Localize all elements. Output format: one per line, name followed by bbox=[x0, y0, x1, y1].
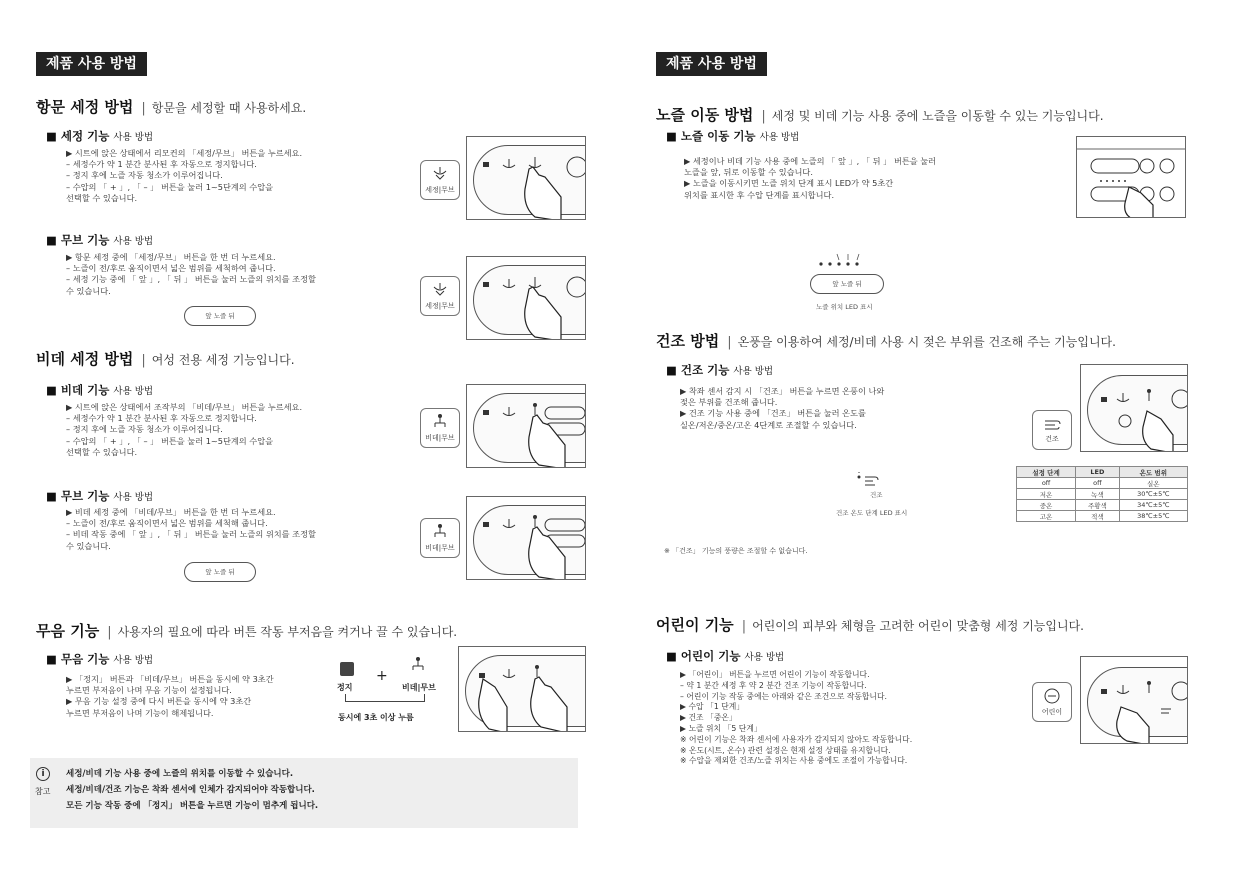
mute-title bbox=[36, 620, 457, 641]
stop-button-icon bbox=[340, 662, 354, 676]
table-row bbox=[1017, 500, 1188, 511]
move-function-head: ■ 무브 기능 사용 방법 bbox=[46, 233, 154, 247]
bidet-icon-label: 비데|무브 bbox=[425, 544, 455, 552]
line: – 수압의 「 + 」, 「 – 」 버튼을 눌러 1~5단계의 수압을 bbox=[66, 181, 274, 192]
line: – 정지 후에 노즐 자동 청소가 이루어집니다. bbox=[66, 170, 223, 181]
table-row bbox=[1017, 478, 1188, 489]
bidet-wash-title-text: 비데 세정 방법 bbox=[36, 350, 134, 368]
wash-icon-label: 세정|무브 bbox=[425, 186, 455, 194]
combo-bracket bbox=[345, 694, 425, 702]
remote-panel-wash bbox=[466, 136, 586, 220]
bidet-wash-title bbox=[36, 348, 295, 369]
nozzle-head-text: 노즐 이동 기능 bbox=[680, 129, 756, 143]
line: 젖은 부위를 건조해 줍니다. bbox=[680, 397, 778, 408]
bidet-head-text: 비데 기능 bbox=[60, 383, 110, 397]
dry-led-caption: 건조 온도 단계 LED 표시 bbox=[836, 509, 908, 517]
line: ▶ 항문 세정 중에 「세정/무브」 버튼을 한 번 더 누르세요. bbox=[66, 252, 276, 262]
table-cell: 주황색 bbox=[1076, 500, 1120, 511]
note-line: 세정/비데 기능 사용 중에 노즐의 위치를 이동할 수 있습니다. bbox=[66, 769, 294, 779]
stop-button-label: 정지 bbox=[337, 683, 353, 692]
remote-panel-dry bbox=[1080, 364, 1188, 452]
line: ▶ 건조 「중온」 bbox=[680, 713, 737, 723]
info-icon: i bbox=[36, 767, 50, 781]
dry-icon-label: 건조 bbox=[1045, 435, 1059, 443]
table-cell: 중온 bbox=[1017, 500, 1076, 511]
table-cell: 38℃±5℃ bbox=[1119, 511, 1187, 522]
line: ▶ 비데 세정 중에 「비데/무브」 버튼을 한 번 더 누르세요. bbox=[66, 507, 276, 517]
bidet-move-button-icon-2 bbox=[420, 518, 460, 558]
move-head-text: 무브 기능 bbox=[60, 233, 110, 247]
line: ▶ 시트에 앉은 상태에서 리모컨의 「세정/무브」 버튼을 누르세요. bbox=[66, 148, 303, 158]
table-header-row bbox=[1017, 467, 1188, 478]
kids-button-icon bbox=[1032, 682, 1072, 722]
dry-head-text: 건조 기능 bbox=[680, 363, 730, 377]
line: ▶ 노즐을 이동시키면 노즐 위치 단계 표시 LED가 약 5초간 bbox=[684, 178, 894, 189]
dry-led-icon bbox=[856, 472, 880, 488]
line: 누르면 부저음이 나며 무음 기능이 설정됩니다. bbox=[66, 685, 232, 696]
line: – 노즐이 전/후로 움직이면서 넓은 범위를 세척해 줍니다. bbox=[66, 518, 268, 529]
table-header: 온도 범위 bbox=[1119, 467, 1187, 478]
mute-head-text: 무음 기능 bbox=[60, 652, 110, 666]
mute-function-head: ■ 무음 기능 사용 방법 bbox=[46, 652, 154, 666]
nozzle-function-lines bbox=[684, 156, 936, 201]
table-cell: 적색 bbox=[1076, 511, 1120, 522]
bidet-move-head-text: 무브 기능 bbox=[60, 489, 110, 503]
line: ▶ 세정이나 비데 기능 사용 중에 노즐의 「 앞 」, 「 뒤 」 버튼을 눌러 bbox=[684, 156, 937, 166]
line: 수 있습니다. bbox=[66, 540, 111, 551]
line: ▶ 노즐 위치 「5 단계」 bbox=[680, 723, 762, 733]
table-cell: 30℃±5℃ bbox=[1119, 489, 1187, 500]
bidet-move-button-icon bbox=[420, 408, 460, 448]
hand-press-illustration bbox=[1081, 657, 1188, 744]
line: ▶ 무음 기능 설정 중에 다시 버튼을 동시에 약 3초간 bbox=[66, 696, 252, 707]
wash-head-suffix: 사용 방법 bbox=[113, 132, 154, 143]
dry-footnote: ※ 「건조」 기능의 풍량은 조절할 수 없습니다. bbox=[664, 547, 808, 555]
line: 노즐을 앞, 뒤로 이동할 수 있습니다. bbox=[684, 167, 813, 178]
move-head-suffix: 사용 방법 bbox=[113, 236, 154, 247]
line: ▶ 수압 「1 단계」 bbox=[680, 702, 745, 712]
combo-press-label: 동시에 3초 이상 누름 bbox=[338, 713, 414, 722]
line: – 정지 후에 노즐 자동 청소가 이루어집니다. bbox=[66, 424, 223, 435]
line: ※ 어린이 기능은 착좌 센서에 사용자가 감지되지 않아도 작동합니다. bbox=[680, 734, 913, 744]
table-cell: 녹색 bbox=[1076, 489, 1120, 500]
nozzle-remote-illustration bbox=[1077, 137, 1186, 218]
nozzle-led-dots bbox=[816, 252, 886, 272]
dry-desc: 온풍을 이용하여 세정/비데 사용 시 젖은 부위를 건조해 주는 기능입니다. bbox=[737, 335, 1116, 349]
table-cell: off bbox=[1076, 478, 1120, 489]
line: – 세정 기능 중에 「 앞 」, 「 뒤 」 버튼을 눌러 노즐의 위치를 조정할 bbox=[66, 274, 316, 285]
line: ▶ 건조 기능 사용 중에 「건조」 버튼을 눌러 온도를 bbox=[680, 408, 866, 419]
title-divider: | bbox=[141, 101, 146, 116]
line: – 노즐이 전/후로 움직이면서 넓은 범위를 세척하여 줍니다. bbox=[66, 263, 276, 274]
bidet-move-head-suffix: 사용 방법 bbox=[113, 492, 154, 503]
hand-press-illustration bbox=[1081, 365, 1188, 452]
dry-title-text: 건조 방법 bbox=[656, 332, 720, 350]
bidet-move-function-lines bbox=[66, 507, 316, 552]
table-cell: 저온 bbox=[1017, 489, 1076, 500]
line: ▶ 착좌 센서 감지 시 「건조」 버튼을 누르면 온풍이 나와 bbox=[680, 386, 885, 396]
hand-press-illustration bbox=[467, 137, 586, 220]
mute-head-suffix: 사용 방법 bbox=[113, 655, 154, 666]
dry-function-head: ■ 건조 기능 사용 방법 bbox=[666, 363, 774, 377]
line: – 비데 작동 중에 「 앞 」, 「 뒤 」 버튼을 눌러 노즐의 위치를 조정할 bbox=[66, 529, 316, 540]
title-divider: | bbox=[761, 109, 766, 124]
mute-desc: 사용자의 필요에 따라 버튼 작동 부저음을 켜거나 끌 수 있습니다. bbox=[117, 625, 458, 639]
remote-panel-kids bbox=[1080, 656, 1188, 744]
kids-function-lines bbox=[680, 670, 912, 767]
table-header: 설정 단계 bbox=[1017, 467, 1076, 478]
anal-wash-desc: 항문을 세정할 때 사용하세요. bbox=[151, 101, 307, 115]
kids-function-head: ■ 어린이 기능 사용 방법 bbox=[666, 649, 785, 663]
hand-press-illustration bbox=[467, 257, 586, 340]
note-lines bbox=[66, 766, 318, 814]
table-cell: 고온 bbox=[1017, 511, 1076, 522]
remote-panel-nozzle bbox=[1076, 136, 1186, 218]
line: ▶ 시트에 앉은 상태에서 조작부의 「비데/무브」 버튼을 누르세요. bbox=[66, 402, 303, 412]
bidet-head-suffix: 사용 방법 bbox=[113, 386, 154, 397]
table-header: LED bbox=[1076, 467, 1120, 478]
remote-panel-move bbox=[466, 256, 586, 340]
title-divider: | bbox=[107, 625, 112, 640]
dry-function-lines bbox=[680, 386, 884, 431]
dry-temperature-table bbox=[1016, 466, 1188, 522]
right-page-header: 제품 사용 방법 bbox=[656, 52, 767, 76]
kids-title bbox=[656, 614, 1084, 635]
right-nozzle-position-pill: 앞 노즐 뒤 bbox=[810, 274, 884, 294]
nozzle-function-head: ■ 노즐 이동 기능 사용 방법 bbox=[666, 129, 800, 143]
nozzle-move-title bbox=[656, 104, 1104, 125]
dry-head-suffix: 사용 방법 bbox=[733, 366, 774, 377]
bidet-nozzle-position-pill: 앞 노즐 뒤 bbox=[184, 562, 256, 582]
wash-function-head: ■ 세정 기능 사용 방법 bbox=[46, 129, 154, 143]
hand-press-illustration bbox=[467, 385, 586, 468]
line: 실온/저온/중온/고온 4단계로 조절할 수 있습니다. bbox=[680, 419, 857, 430]
title-divider: | bbox=[727, 335, 732, 350]
bidet-icon bbox=[430, 523, 450, 541]
line: 선택할 수 있습니다. bbox=[66, 192, 138, 203]
kids-head-text: 어린이 기능 bbox=[680, 649, 741, 663]
kids-icon-label: 어린이 bbox=[1041, 708, 1063, 716]
table-cell: 실온 bbox=[1119, 478, 1187, 489]
bidet-icon bbox=[408, 656, 428, 676]
anal-wash-title bbox=[36, 96, 306, 117]
bidet-move-function-head: ■ 무브 기능 사용 방법 bbox=[46, 489, 154, 503]
table-row bbox=[1017, 511, 1188, 522]
move-function-lines bbox=[66, 252, 316, 297]
dry-button-icon bbox=[1032, 410, 1072, 450]
remote-panel-bidet bbox=[466, 384, 586, 468]
nozzle-head-suffix: 사용 방법 bbox=[759, 132, 800, 143]
line: ※ 수압을 제외한 건조/노즐 위치는 사용 중에도 조절이 가능합니다. bbox=[680, 756, 908, 766]
wash-icon bbox=[430, 281, 450, 299]
dry-title bbox=[656, 330, 1116, 351]
line: ※ 온도(시트, 온수) 관련 설정은 현재 설정 상태를 유지합니다. bbox=[680, 745, 891, 755]
bidet-icon-label: 비데|무브 bbox=[425, 434, 455, 442]
line: – 세정수가 약 1 분간 분사된 후 자동으로 정지합니다. bbox=[66, 413, 257, 424]
nozzle-position-pill: 앞 노즐 뒤 bbox=[184, 306, 256, 326]
nozzle-move-desc: 세정 및 비데 기능 사용 중에 노즐을 이동할 수 있는 기능입니다. bbox=[771, 109, 1104, 123]
remote-panel-bidet-move bbox=[466, 496, 586, 580]
dry-icon bbox=[1042, 416, 1062, 432]
wash-function-lines bbox=[66, 148, 302, 204]
bidet-move-label: 비데|무브 bbox=[402, 683, 436, 692]
bidet-icon bbox=[430, 413, 450, 431]
plus-sign: + bbox=[376, 668, 388, 684]
anal-wash-title-text: 항문 세정 방법 bbox=[36, 98, 134, 116]
bidet-wash-desc: 여성 전용 세정 기능입니다. bbox=[151, 353, 295, 367]
line: 수 있습니다. bbox=[66, 285, 111, 296]
title-divider: | bbox=[741, 619, 747, 634]
remote-panel-mute bbox=[458, 646, 586, 732]
nozzle-led-caption: 노즐 위치 LED 표시 bbox=[816, 303, 873, 311]
dry-led-label: 건조 bbox=[870, 491, 883, 499]
left-page-header: 제품 사용 방법 bbox=[36, 52, 147, 76]
kids-title-text: 어린이 기능 bbox=[656, 616, 734, 634]
line: – 약 1 분간 세정 후 약 2 분간 건조 기능이 작동합니다. bbox=[680, 680, 867, 690]
table-row bbox=[1017, 489, 1188, 500]
bidet-function-lines bbox=[66, 402, 302, 458]
note-line: 세정/비데/건조 기능은 착좌 센서에 인체가 감지되어야 작동합니다. bbox=[66, 785, 315, 795]
note-line: 모든 기능 작동 중에 「정지」 버튼을 누르면 기능이 멈추게 됩니다. bbox=[66, 801, 319, 811]
title-divider: | bbox=[141, 353, 146, 368]
wash-head-text: 세정 기능 bbox=[60, 129, 110, 143]
line: – 어린이 기능 작동 중에는 아래와 같은 조건으로 작동합니다. bbox=[680, 691, 887, 701]
hand-press-illustration bbox=[467, 497, 586, 580]
mute-function-lines bbox=[66, 674, 274, 719]
line: 선택할 수 있습니다. bbox=[66, 446, 138, 457]
table-cell: 34℃±5℃ bbox=[1119, 500, 1187, 511]
line: – 수압의 「 + 」, 「 – 」 버튼을 눌러 1~5단계의 수압을 bbox=[66, 435, 274, 446]
table-cell: off bbox=[1017, 478, 1076, 489]
line: 누르면 부저음이 나며 기능이 해제됩니다. bbox=[66, 707, 214, 718]
wash-icon-label: 세정|무브 bbox=[425, 302, 455, 310]
kids-icon bbox=[1042, 687, 1062, 705]
note-label: 참고 bbox=[35, 787, 51, 796]
wash-move-button-icon-2 bbox=[420, 276, 460, 316]
line: ▶ 「어린이」 버튼을 누르면 어린이 기능이 작동합니다. bbox=[680, 670, 870, 679]
wash-icon bbox=[430, 165, 450, 183]
two-hands-press-illustration bbox=[459, 647, 586, 732]
line: ▶ 「정지」 버튼과 「비데/무브」 버튼을 동시에 약 3초간 bbox=[66, 674, 274, 684]
kids-head-suffix: 사용 방법 bbox=[744, 652, 785, 663]
kids-desc: 어린이의 피부와 체형을 고려한 어린이 맞춤형 세정 기능입니다. bbox=[752, 619, 1084, 633]
nozzle-move-title-text: 노즐 이동 방법 bbox=[656, 106, 754, 124]
line: – 세정수가 약 1 분간 분사된 후 자동으로 정지합니다. bbox=[66, 159, 257, 170]
bidet-function-head: ■ 비데 기능 사용 방법 bbox=[46, 383, 154, 397]
line: 위치를 표시한 후 수압 단계를 표시합니다. bbox=[684, 189, 835, 200]
wash-move-button-icon bbox=[420, 160, 460, 200]
mute-title-text: 무음 기능 bbox=[36, 622, 100, 640]
